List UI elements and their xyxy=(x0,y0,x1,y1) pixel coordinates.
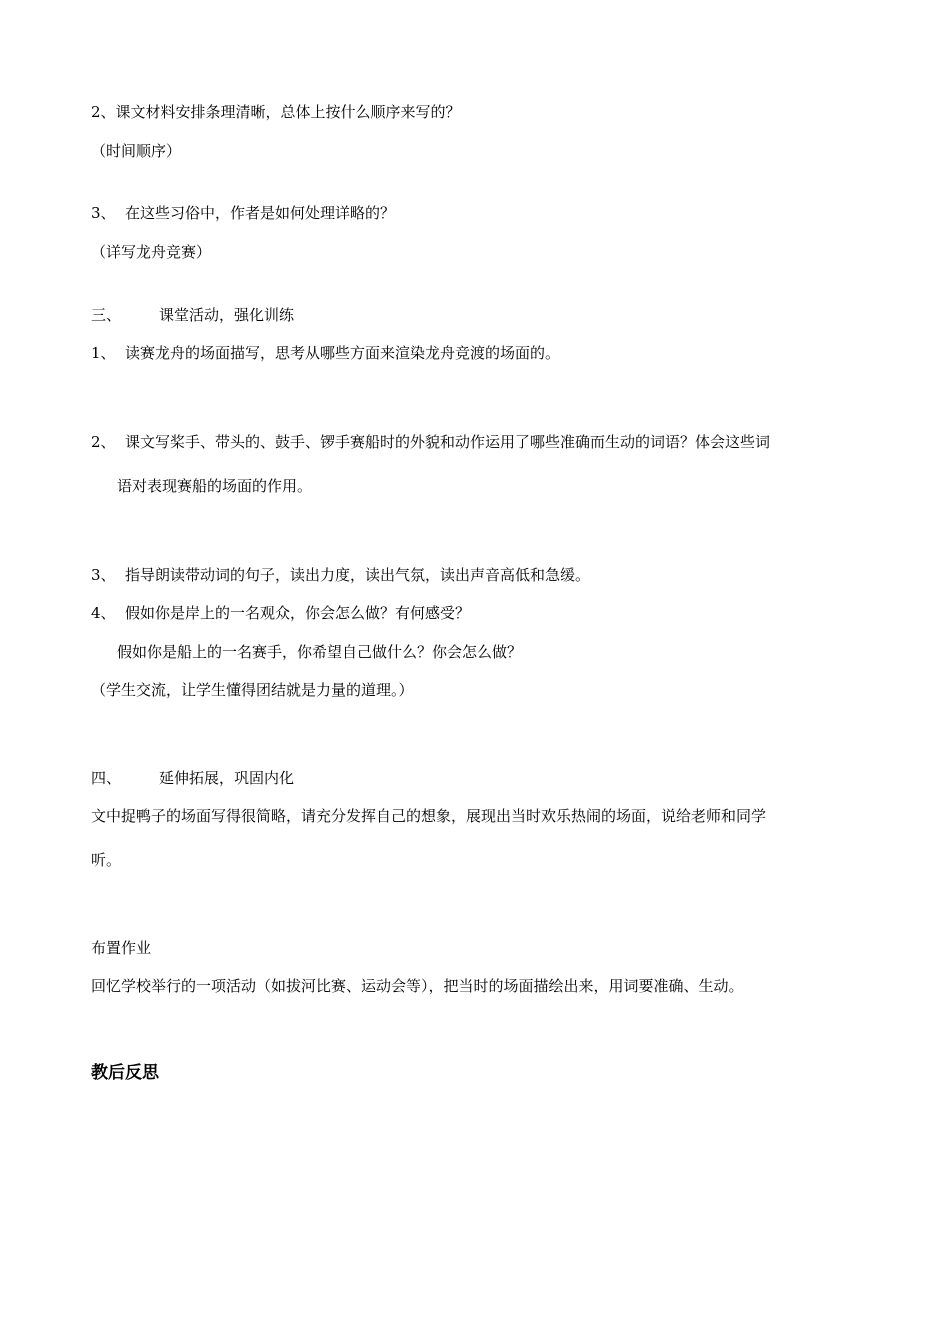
section-4-heading xyxy=(91,768,294,788)
list-item xyxy=(91,343,560,363)
question-2: 2、课文材料安排条理清晰，总体上按什么顺序来写的？ xyxy=(91,103,461,121)
answer-3: （详写龙舟竞赛） xyxy=(91,243,212,261)
section-4-body-line-1: 文中捉鸭子的场面写得很简略，请充分发挥自己的想象，展现出当时欢乐热闹的场面，说给老师和同学 xyxy=(91,807,767,825)
list-item-text: 指导朗读带动词的句子，读出力度，读出气氛，读出声音高低和急缓。 xyxy=(125,566,591,584)
homework-title: 布置作业 xyxy=(91,939,152,957)
list-item-text: 假如你是岸上的一名观众，你会怎么做？有何感受？ xyxy=(125,604,471,622)
question-3 xyxy=(91,203,395,223)
section-3-title: 课堂活动，强化训练 xyxy=(159,306,295,324)
list-item-number: 1、 xyxy=(91,344,116,362)
homework-text: 回忆学校举行的一项活动（如拔河比赛、运动会等），把当时的场面描绘出来，用词要准确、生动。 xyxy=(91,977,744,995)
list-item xyxy=(91,603,470,623)
section-4-body-line-2: 听。 xyxy=(91,851,122,869)
list-item-number: 2、 xyxy=(91,433,116,451)
section-3-note: （学生交流，让学生懂得团结就是力量的道理。） xyxy=(91,681,414,699)
list-item-text: 读赛龙舟的场面描写，思考从哪些方面来渲染龙舟竞渡的场面的。 xyxy=(125,344,561,362)
list-item-number: 3、 xyxy=(91,566,116,584)
section-3-heading xyxy=(91,305,294,325)
question-3-number: 3、 xyxy=(91,204,116,222)
section-4-title: 延伸拓展，巩固内化 xyxy=(159,769,295,787)
section-4-number: 四、 xyxy=(91,769,122,787)
list-item-number: 4、 xyxy=(91,604,116,622)
section-3-number: 三、 xyxy=(91,306,122,324)
list-item xyxy=(91,432,770,452)
list-item xyxy=(91,565,590,585)
list-item-text: 课文写桨手、带头的、鼓手、锣手赛船时的外貌和动作运用了哪些准确而生动的词语？体会这些词 xyxy=(125,433,771,451)
question-3-text: 在这些习俗中，作者是如何处理详略的？ xyxy=(125,204,396,222)
reflection-heading: 教后反思 xyxy=(91,1063,159,1083)
answer-2: （时间顺序） xyxy=(91,142,182,160)
list-item-continuation: 语对表现赛船的场面的作用。 xyxy=(117,477,313,495)
list-item-continuation: 假如你是船上的一名赛手，你希望自己做什么？你会怎么做？ xyxy=(117,643,523,661)
